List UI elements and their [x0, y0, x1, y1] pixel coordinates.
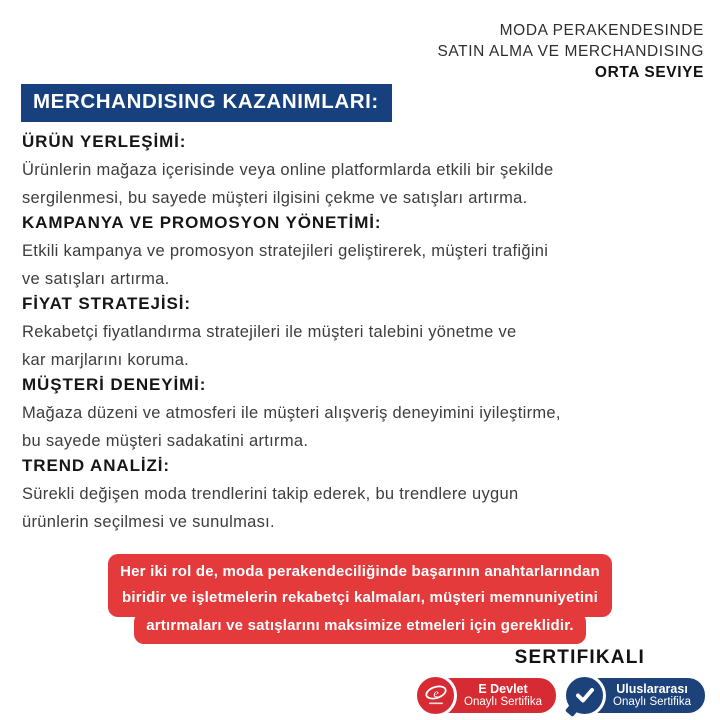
badge-uluslararasi: [563, 673, 705, 717]
section-heading: FİYAT STRATEJİSİ:: [22, 294, 191, 313]
callout-box: [108, 554, 612, 617]
course-level: ORTA SEVIYE: [594, 64, 704, 81]
highlight-callout: [0, 554, 720, 644]
section-heading: ÜRÜN YERLEŞİMİ:: [22, 132, 187, 151]
page-title: MERCHANDISING KAZANIMLARI:: [21, 84, 392, 122]
section-body-line: kar marjlarını koruma.: [22, 351, 190, 369]
section-heading: MÜŞTERİ DENEYİMİ:: [22, 375, 207, 394]
svg-text:e: e: [432, 686, 439, 700]
course-title-line2: SATIN ALMA VE MERCHANDISING: [437, 43, 704, 60]
section-body-line: Ürünlerin mağaza içerisinde veya online platformlarda etkili bir şekilde: [22, 161, 554, 179]
callout-line: biridir ve işletmelerin rekabetçi kalmaları, müşteri memnuniyetini: [122, 589, 598, 606]
checkmark-icon: [563, 674, 606, 717]
course-title-line1: MODA PERAKENDESINDE: [499, 22, 704, 39]
section-urun-yerlesimi: [22, 131, 672, 212]
certified-label: SERTIFIKALI: [514, 647, 645, 668]
certification-badges: [414, 673, 705, 717]
section-heading: KAMPANYA VE PROMOSYON YÖNETİMİ:: [22, 213, 382, 232]
section-body-line: bu sayede müşteri sadakatini artırma.: [22, 432, 309, 450]
section-heading: TREND ANALİZİ:: [22, 456, 170, 475]
section-body-line: Rekabetçi fiyatlandırma stratejileri ile müşteri talebini yönetme ve: [22, 323, 517, 341]
content-area: [22, 131, 672, 536]
badge-subtitle: Onaylı Sertifika: [613, 695, 691, 708]
badge-subtitle: Onaylı Sertifika: [464, 695, 543, 708]
section-trend-analizi: [22, 455, 672, 536]
e-devlet-logo-icon: [414, 674, 457, 717]
section-body-line: Etkili kampanya ve promosyon stratejileri geliştirerek, müşteri trafiğini: [22, 242, 549, 260]
section-body-line: sergilenmesi, bu sayede müşteri ilgisini çekme ve satışları artırma.: [22, 189, 528, 207]
section-musteri-deneyimi: [22, 374, 672, 455]
course-header: [437, 20, 704, 83]
section-kampanya-promosyon: [22, 212, 672, 293]
section-body-line: Mağaza düzeni ve atmosferi ile müşteri alışveriş deneyimini iyileştirme,: [22, 404, 561, 422]
section-body-line: ve satışları artırma.: [22, 270, 170, 288]
badge-e-devlet: [414, 673, 556, 717]
callout-line: Her iki rol de, moda perakendeciliğinde başarının anahtarlarından: [120, 563, 600, 580]
section-body-line: ürünlerin seçilmesi ve sunulması.: [22, 513, 275, 531]
badge-title: Uluslararası: [616, 681, 688, 696]
callout-line: artırmaları ve satışlarını maksimize etmeleri için gereklidir.: [134, 612, 586, 644]
section-fiyat-stratejisi: [22, 293, 672, 374]
section-body-line: Sürekli değişen moda trendlerini takip ederek, bu trendlere uygun: [22, 485, 519, 503]
badge-title: E Devlet: [478, 681, 528, 696]
